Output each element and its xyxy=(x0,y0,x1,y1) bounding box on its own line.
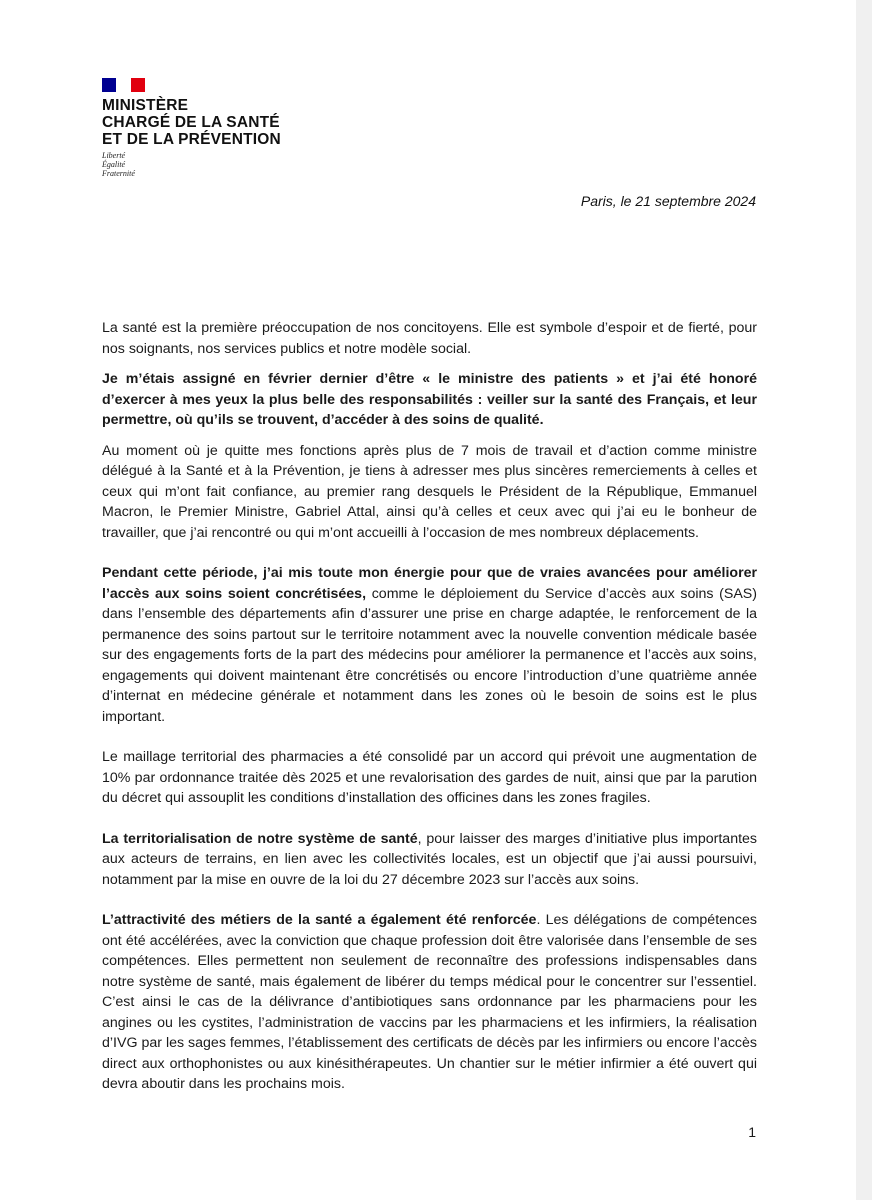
paragraph-commitment xyxy=(102,369,757,431)
motto-line: Égalité xyxy=(102,160,126,169)
letter-body xyxy=(102,318,757,1105)
paragraph-territorial xyxy=(102,829,757,891)
flag-white-stripe xyxy=(116,78,131,92)
paragraph-intro: La santé est la première préoccupation de nos concitoyens. Elle est symbole d’espoir et de fierté, pour nos soignants, nos services publics et notre modèle social. xyxy=(102,320,757,357)
ministry-line: MINISTÈRE xyxy=(102,97,189,114)
ministry-logo xyxy=(102,78,281,178)
page-edge-band xyxy=(856,0,872,1200)
letter-date: Paris, le 21 septembre 2024 xyxy=(580,193,756,209)
paragraph-access xyxy=(102,563,757,727)
paragraph-text: comme le déploiement du Service d’accès aux soins (SAS) dans l’ensemble des départements afin d’assurer une prise en charge adaptée, le renforcement de la permanence des soins partout sur le territoire notamment avec la nouvelle convention médicale basée sur des engagements forts de la part des médecins pour améliorer la permanence et l’accès aux soins, engagements qui doivent maintenant être concrétisés ou encore l’introduction d’une quatrième année d’internat en médecine générale et notamment dans les zones où le besoin de soins est le plus important. xyxy=(102,585,757,725)
ministry-line: ET DE LA PRÉVENTION xyxy=(102,131,281,148)
flag-red-stripe xyxy=(131,78,145,92)
ministry-line: CHARGÉ DE LA SANTÉ xyxy=(102,114,280,131)
paragraph-text: . Les délégations de compétences ont été accélérées, avec la conviction que chaque profession doit être valorisée dans l’ensemble de ses compétences. Elles permettent non seulement de reconnaître des professions indispensables dans notre système de santé, mais également de libérer du temps médical pour le concentrer sur l’essentiel. C’est ainsi le cas de la délivrance d’antibiotiques sans ordonnance par les pharmaciens pour les angines ou les cystites, l’administration de vaccins par les pharmaciens et les infirmiers, la réalisation d’IVG par les sages femmes, l’établissement des certificats de décès par les infirmiers ou encore l’accès direct aux orthophonistes ou aux kinésithérapeutes. Un chantier sur le métier infirmier a été ouvert qui devra aboutir dans les prochains mois. xyxy=(102,912,757,1092)
paragraph-pharmacies: Le maillage territorial des pharmacies a été consolidé par un accord qui prévoit une augmentation de 10% par ordonnance traitée dès 2025 et une revalorisation des gardes de nuit, ainsi que par la parution du décret qui assouplit les conditions d’installation des officines dans les zones fragiles. xyxy=(102,749,757,806)
bold-text: Je m’étais assigné en février dernier d’être « le ministre des patients » et j’ai été honoré d’exercer à mes yeux la plus belle des responsabilités : veiller sur la santé des Français, et leur permettre, où qu’ils se trouvent, d’accéder à des soins de qualité. xyxy=(102,371,757,428)
page-number: 1 xyxy=(748,1124,756,1140)
bold-text: Pendant cette période, j’ai mis toute mon énergie pour que de vraies avancées pour améliorer l’accès aux soins soient concrétisées, xyxy=(102,565,757,602)
paragraph-text: , pour laisser des marges d’initiative plus importantes aux acteurs de terrains, en lien avec les collectivités locales, est un objectif que j’ai aussi poursuivi, notamment par la mise en ouvre de la loi du 27 décembre 2023 sur l’accès aux soins. xyxy=(102,830,758,888)
paragraph-attractiveness xyxy=(102,910,757,1095)
french-flag-icon xyxy=(102,78,145,92)
paragraph-thanks: Au moment où je quitte mes fonctions après plus de 7 mois de travail et d’action comme ministre délégué à la Santé et à la Prévention, je tiens à adresser mes plus sincères remerciements à celles et ceux qui m’ont fait confiance, au premier rang desquels le Président de la République, Emmanuel Macron, le Premier Ministre, Gabriel Attal, ainsi qu’à celles et ceux avec qui j’ai eu le bonheur de travailler, que j’ai rencontré ou qui m’ont accueilli à l’occasion de mes nombreux déplacements. xyxy=(102,442,757,541)
ministry-name xyxy=(102,97,281,148)
bold-text: La territorialisation de notre système de santé xyxy=(102,830,418,847)
motto-line: Fraternité xyxy=(102,169,135,178)
bold-text: L’attractivité des métiers de la santé a également été renforcée xyxy=(102,912,537,928)
flag-blue-stripe xyxy=(102,78,116,92)
republic-motto xyxy=(102,151,281,178)
motto-line: Liberté xyxy=(102,151,126,160)
